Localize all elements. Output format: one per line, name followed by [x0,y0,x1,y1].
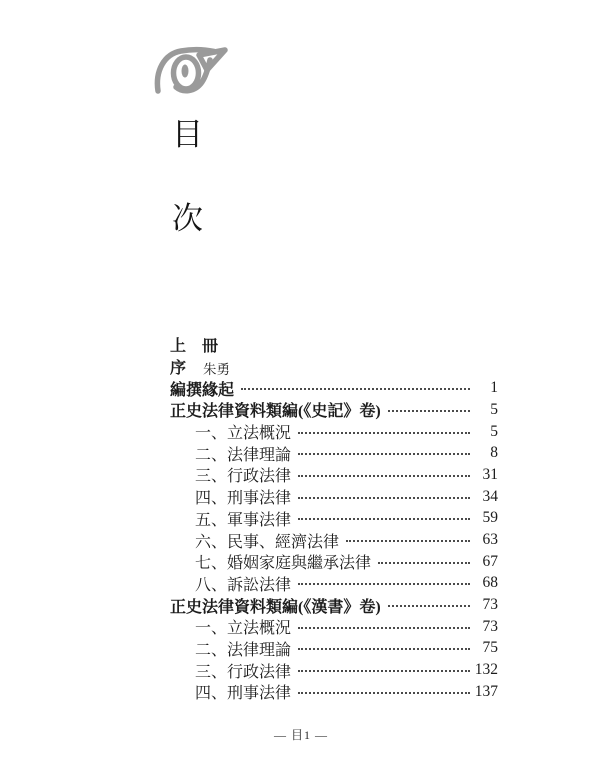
toc-entry-page-number: 75 [482,639,498,657]
dot-leader [241,388,470,390]
toc-entry-title: 四、刑事法律 [195,685,292,703]
dot-leader [298,453,470,455]
toc-entry-title: 二、法律理論 [195,446,292,464]
dot-leader [298,497,470,499]
toc-entry-title: 五、軍事法律 [195,511,292,529]
toc-entry-page-number: 8 [490,444,498,462]
dot-leader [298,692,470,694]
toc-entry-page-number: 5 [490,422,498,440]
toc-preface-row [170,356,498,378]
dot-leader [388,605,470,607]
page-title-char-mu: 目 [172,117,203,152]
toc-entry-page-number: 31 [482,465,498,483]
toc-entry-title: 四、刑事法律 [195,490,292,508]
dot-leader [378,562,470,564]
toc-entry-row [170,594,498,616]
toc-entry-row [170,573,498,595]
toc-entry-row [170,464,498,486]
toc-entry-row [170,399,498,421]
dot-leader [298,648,470,650]
toc-entry-title: 七、婚姻家庭與繼承法律 [195,555,372,573]
toc-entry-title: 六、民事、經濟法律 [195,533,340,551]
dot-leader [298,627,470,629]
toc-entry-page-number: 63 [482,531,498,549]
toc-entry-row [170,486,498,508]
toc-entry-title: 正史法律資料類編(《史記》卷) [170,403,381,421]
preface-author: 朱勇 [203,361,231,377]
toc-entry-title: 正史法律資料類編(《漢書》卷) [170,598,381,616]
toc-entry-page-number: 73 [482,596,498,614]
toc-entry-title: 二、法律理論 [195,641,292,659]
toc-list [170,334,498,703]
toc-entry-row [170,551,498,573]
toc-entry-row [170,442,498,464]
toc-entry-page-number: 67 [482,552,498,570]
toc-entry-title: 三、行政法律 [195,663,292,681]
toc-entry-row [170,616,498,638]
toc-entry-page-number: 68 [482,574,498,592]
toc-entry-title: 一、立法概況 [195,620,292,638]
toc-entry-row [170,681,498,703]
toc-entry-title: 編撰緣起 [170,381,235,399]
dot-leader [298,583,470,585]
toc-entry-page-number: 132 [474,661,498,679]
toc-entry-row [170,377,498,399]
volume-label-text: 上 冊 [170,338,219,356]
toc-entry-page-number: 73 [482,617,498,635]
toc-entry-row [170,659,498,681]
page-title-char-ci: 次 [172,201,203,236]
dot-leader [298,670,470,672]
preface-label: 序 [170,360,187,378]
toc-entry-row [170,638,498,660]
toc-entry-row [170,508,498,530]
dot-leader [298,518,470,520]
dot-leader [388,410,470,412]
toc-entry-row [170,529,498,551]
toc-entry-page-number: 137 [474,682,498,700]
dot-leader [346,540,470,542]
toc-entry-page-number: 59 [482,509,498,527]
toc-entry-title: 一、立法概況 [195,425,292,443]
dot-leader [298,432,470,434]
toc-entry-page-number: 34 [482,487,498,505]
dot-leader [298,475,470,477]
page-number-folio: — 目1 — [273,728,328,742]
toc-entry-row [170,421,498,443]
toc-volume-label [170,334,498,356]
toc-entry-title: 三、行政法律 [195,468,292,486]
toc-entry-page-number: 1 [490,379,498,397]
calligraphy-mark-icon [151,45,231,95]
toc-entry-title: 八、訴訟法律 [195,576,292,594]
toc-entry-page-number: 5 [490,400,498,418]
